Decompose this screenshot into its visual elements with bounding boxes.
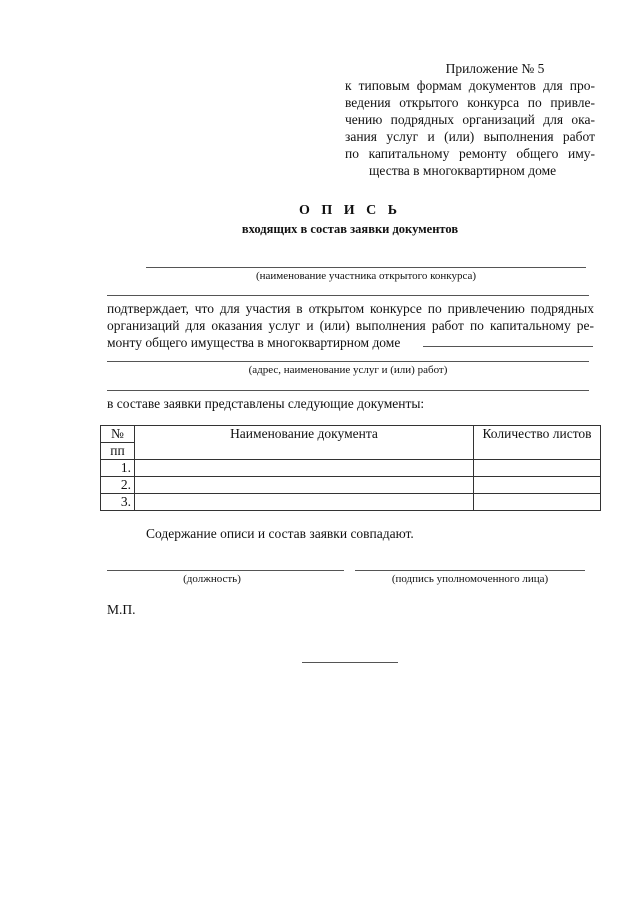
- participant-name-line[interactable]: [146, 267, 586, 268]
- match-statement: Содержание описи и состав заявки совпадают.: [146, 526, 414, 541]
- participant-caption: (наименование участника открытого конкурса): [255, 270, 477, 282]
- header-sheet-count: Количество листов: [474, 426, 601, 460]
- documents-intro: в составе заявки представлены следующие документы:: [107, 396, 425, 411]
- confirmation-line: подтверждает, что для участия в открытом конкурсе по привлечению подрядных: [107, 301, 594, 316]
- appendix-line: к типовым формам документов для про-: [345, 78, 595, 93]
- table-row: [101, 494, 601, 511]
- confirmation-line: организаций для оказания услуг и (или) выполнения работ по капитальному ре-: [107, 318, 594, 333]
- row-document-name[interactable]: [135, 460, 474, 477]
- appendix-line: чению подрядных организаций для ока-: [345, 112, 595, 127]
- appendix-line: зания услуг и (или) выполнения работ: [345, 129, 595, 144]
- document-subtitle: входящих в состав заявки документов: [241, 222, 459, 236]
- row-sheet-count[interactable]: [474, 477, 601, 494]
- row-document-name[interactable]: [135, 494, 474, 511]
- position-caption: (должность): [183, 573, 241, 585]
- header-number: №: [101, 426, 135, 443]
- appendix-line: ведения открытого конкурса по привле-: [345, 95, 595, 110]
- confirmation-line: монту общего имущества в многоквартирном доме: [107, 335, 401, 350]
- appendix-line: по капитальному ремонту общего иму-: [345, 146, 595, 161]
- row-number: 3.: [101, 494, 135, 511]
- document-title: О П И С Ь: [298, 203, 402, 218]
- address-line[interactable]: [107, 361, 589, 362]
- closing-separator: [302, 662, 398, 663]
- row-sheet-count[interactable]: [474, 460, 601, 477]
- appendix-note: [345, 60, 595, 179]
- stamp-label: М.П.: [107, 602, 136, 617]
- row-document-name[interactable]: [135, 477, 474, 494]
- row-number: 2.: [101, 477, 135, 494]
- documents-table: [100, 425, 601, 511]
- building-address-line[interactable]: [423, 346, 593, 347]
- row-sheet-count[interactable]: [474, 494, 601, 511]
- row-number: 1.: [101, 460, 135, 477]
- table-row: [101, 460, 601, 477]
- participant-name-line-2[interactable]: [107, 295, 589, 296]
- signature-caption: (подпись уполномоченного лица): [391, 573, 549, 585]
- header-number-sub: пп: [101, 443, 135, 460]
- signature-line[interactable]: [355, 570, 585, 571]
- appendix-title: Приложение № 5: [445, 61, 545, 76]
- address-caption: (адрес, наименование услуг и (или) работ): [248, 364, 448, 376]
- table-row: [101, 477, 601, 494]
- confirmation-paragraph: [107, 300, 594, 351]
- appendix-line: щества в многоквартирном доме: [369, 163, 557, 178]
- address-line-2[interactable]: [107, 390, 589, 391]
- position-line[interactable]: [107, 570, 344, 571]
- header-document-name: Наименование документа: [135, 426, 474, 460]
